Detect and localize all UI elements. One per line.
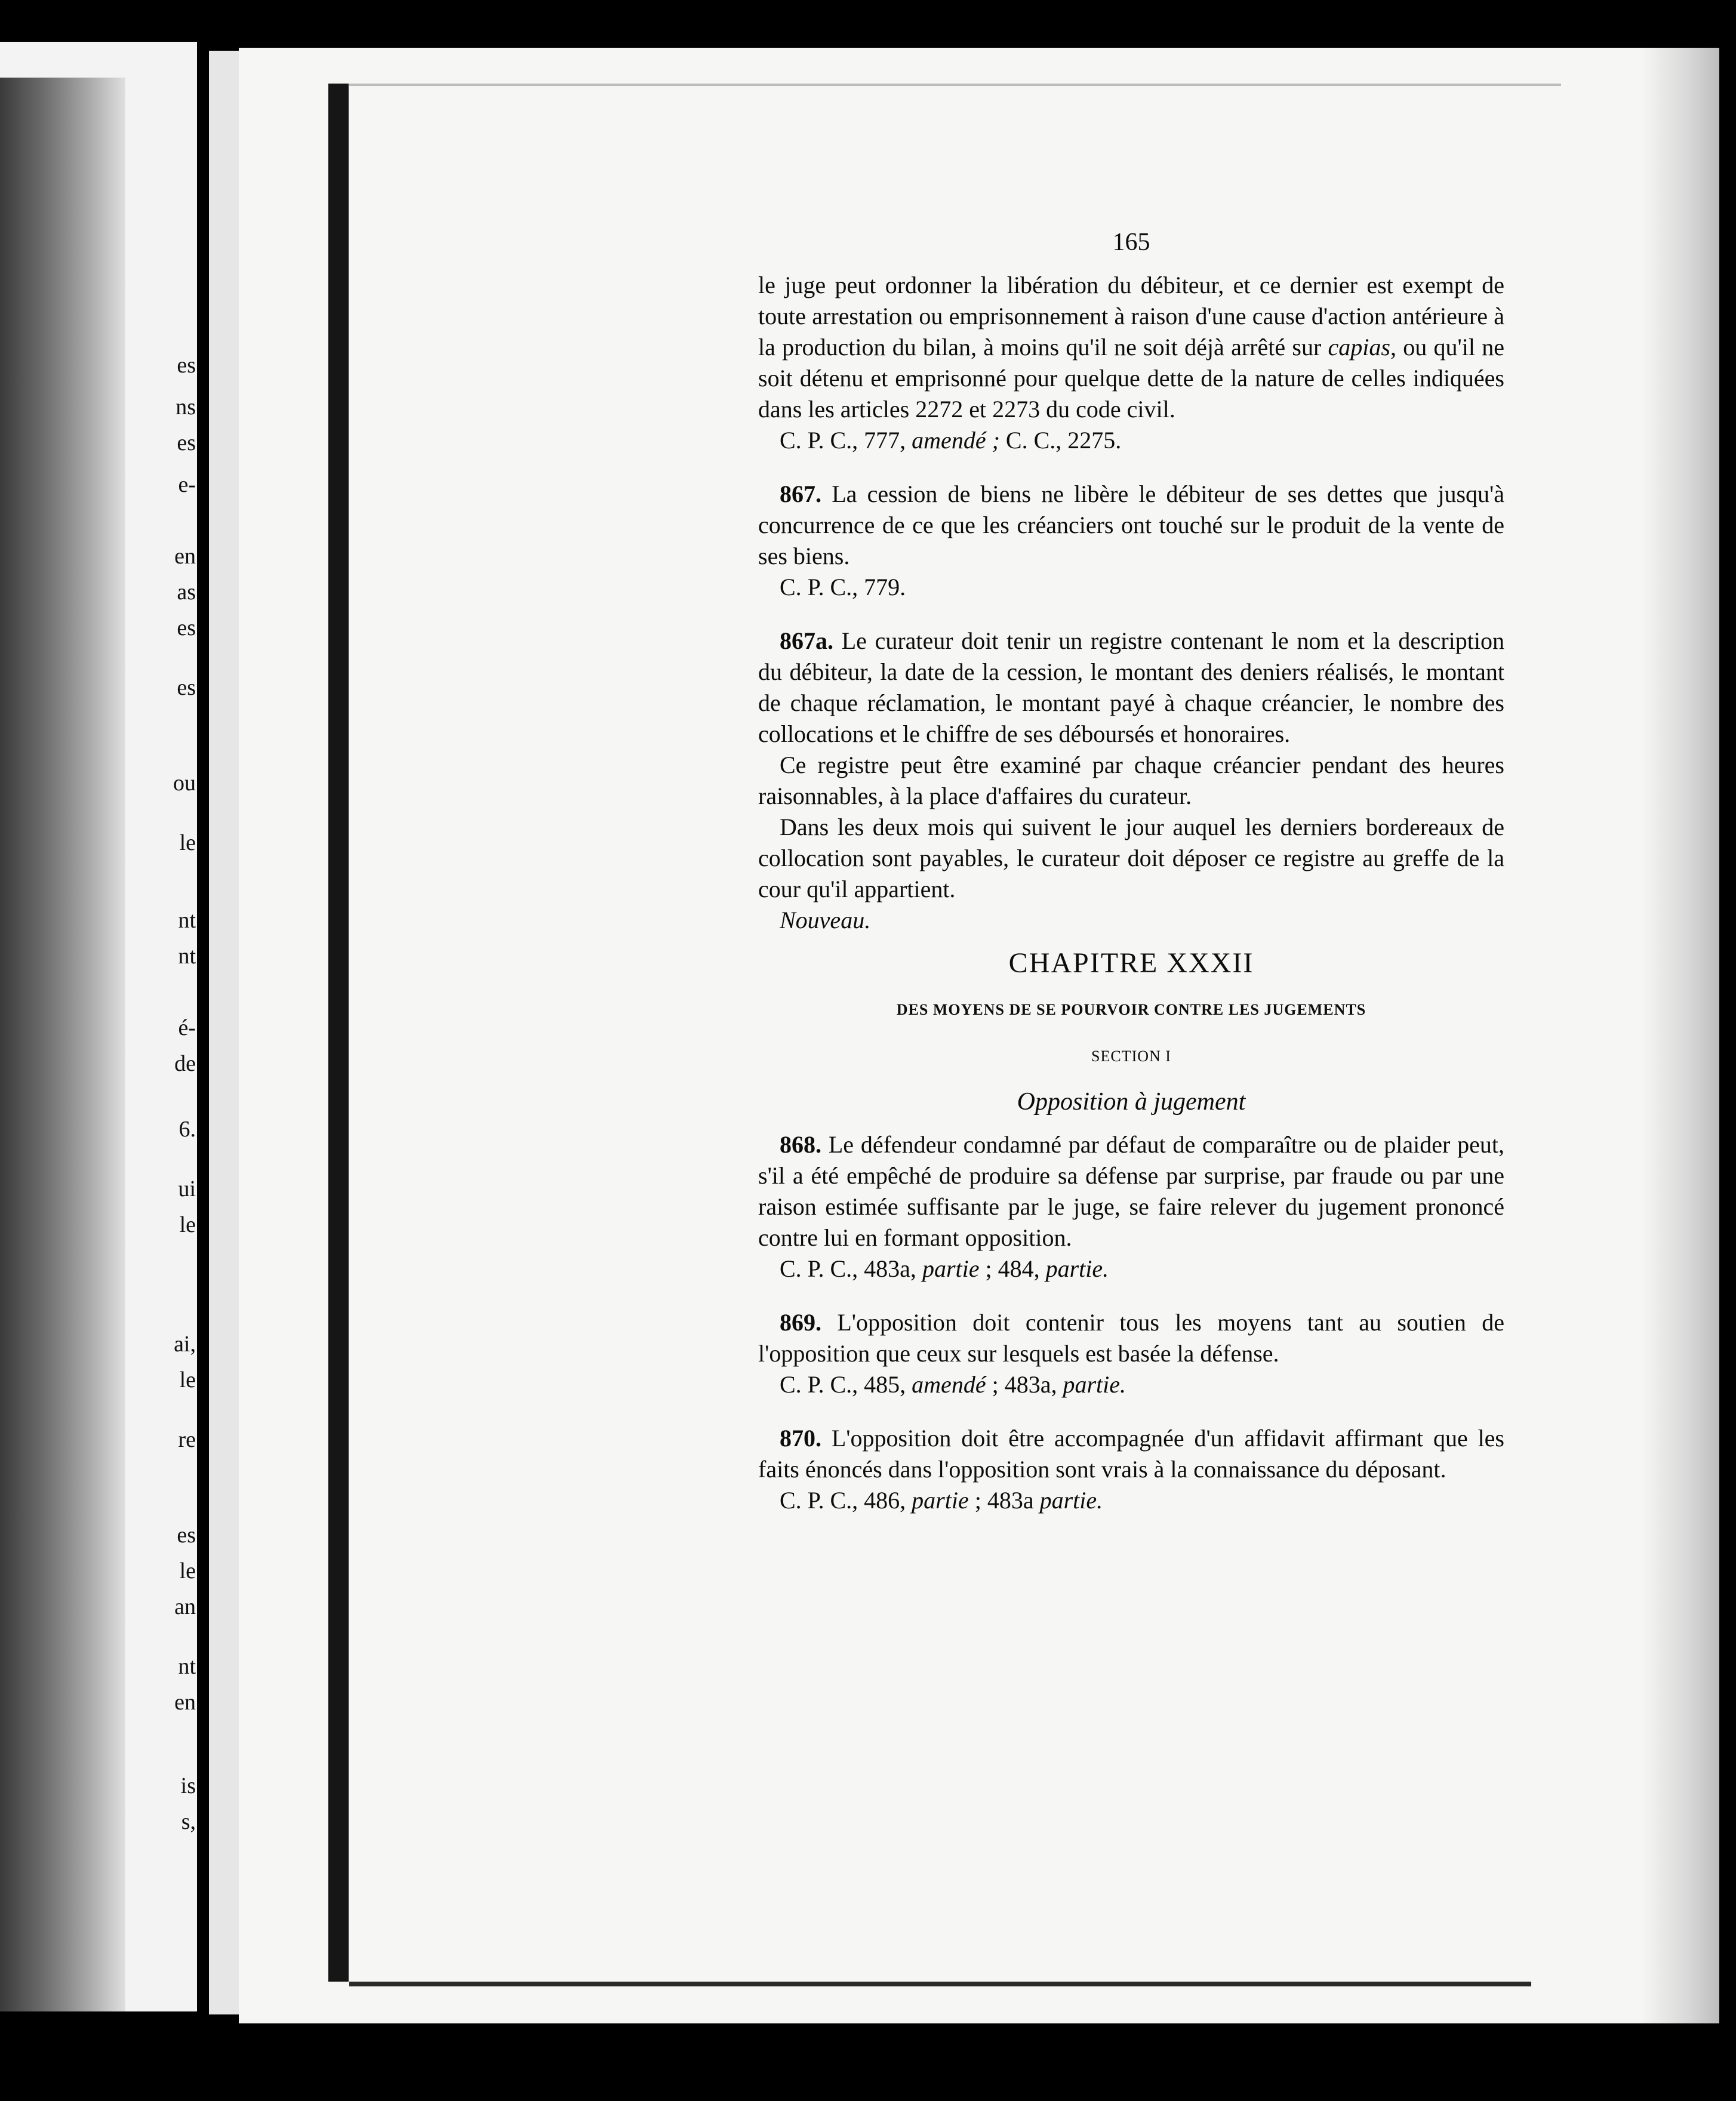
article-869 bbox=[758, 1307, 1504, 1369]
left-page-word-fragment: de bbox=[174, 1051, 196, 1076]
binding-spine bbox=[328, 84, 349, 1982]
text-run-italic: partie. bbox=[1063, 1371, 1126, 1398]
page-gutter bbox=[209, 51, 239, 2014]
left-page-word-fragment: le bbox=[179, 1367, 196, 1393]
text-run: ; 483a, bbox=[986, 1371, 1063, 1398]
left-page-word-fragment: en bbox=[174, 1690, 196, 1715]
left-page-word-fragment: es bbox=[177, 1523, 196, 1548]
text-run-italic: capias bbox=[1328, 334, 1390, 361]
article-867 bbox=[758, 479, 1504, 572]
article-870 bbox=[758, 1423, 1504, 1485]
article-number: 868. bbox=[780, 1131, 821, 1158]
citation-867a bbox=[758, 905, 1504, 936]
article-text: L'opposition doit être accompagnée d'un affidavit affirmant que les faits énoncés dans l'opposition sont vrais à la connaissance du déposant. bbox=[758, 1425, 1504, 1483]
left-page-word-fragment: en bbox=[174, 544, 196, 569]
page-edge-shadow bbox=[1642, 48, 1719, 2023]
chapter-subtitle: DES MOYENS DE SE POURVOIR CONTRE LES JUGEMENTS bbox=[896, 1001, 1366, 1018]
left-page-word-fragment: an bbox=[174, 1594, 196, 1619]
text-run-italic: partie. bbox=[1039, 1487, 1103, 1514]
text-run: , ou qu'il ne soit détenu et emprisonné pour quelque dette de la nature de celles indiquées dans les articles 2272 et 2273 du code civil. bbox=[758, 334, 1505, 423]
left-page-fragments bbox=[0, 42, 197, 2011]
left-page-word-fragment: s, bbox=[181, 1809, 196, 1834]
left-page-word-fragment: is bbox=[180, 1773, 196, 1798]
page-bottom-edge bbox=[349, 1982, 1531, 1986]
article-867a bbox=[758, 626, 1504, 750]
citation-866 bbox=[758, 425, 1504, 456]
text-run-italic: partie. bbox=[1045, 1255, 1109, 1282]
left-page-word-fragment: es bbox=[177, 353, 196, 378]
article-number: 869. bbox=[780, 1309, 821, 1336]
left-page-word-fragment: nt bbox=[178, 944, 196, 969]
text-run: le juge peut ordonner la libération du débiteur, et ce dernier est exempt de toute arrestation ou emprisonnement à raison d'une cause d'action antérieure à la production du bilan, à moins qu'il ne soit déjà arrêté sur bbox=[758, 272, 1504, 361]
article-867a-paragraph-3: Dans les deux mois qui suivent le jour auquel les derniers bordereaux de collocation sont payables, le curateur doit déposer ce registre au greffe de la cour qu'il appartient. bbox=[758, 814, 1504, 902]
text-run: ; 484, bbox=[979, 1255, 1046, 1282]
text-run: C. P. C., 486, bbox=[780, 1487, 912, 1514]
article-number: 867. bbox=[780, 480, 821, 507]
section-title: Opposition à jugement bbox=[1017, 1088, 1246, 1116]
article-number: 870. bbox=[780, 1425, 821, 1452]
article-text: L'opposition doit contenir tous les moyens tant au soutien de l'opposition que ceux sur lesquels est basée la défense. bbox=[758, 1309, 1504, 1367]
left-page-word-fragment: ou bbox=[173, 771, 196, 796]
text-run: C. P. C., 485, bbox=[780, 1371, 912, 1398]
page-top-edge bbox=[349, 84, 1561, 86]
citation-868 bbox=[758, 1253, 1504, 1284]
article-number: 867a. bbox=[780, 627, 833, 654]
article-text: Le curateur doit tenir un registre contenant le nom et la description du débiteur, la date de la cession, le montant des deniers réalisés, le montant de chaque réclamation, le montant payé à chaque créancier, le nombre des collocations et le chiffre de ses déboursés et honoraires. bbox=[758, 627, 1504, 747]
citation-867: C. P. C., 779. bbox=[780, 574, 906, 600]
text-run: C. P. C., 483a, bbox=[780, 1255, 922, 1282]
left-page-word-fragment: ui bbox=[178, 1176, 196, 1202]
text-run: ; 483a bbox=[968, 1487, 1040, 1514]
left-page-word-fragment: e- bbox=[178, 472, 196, 497]
left-page-word-fragment: as bbox=[177, 580, 196, 605]
citation-870 bbox=[758, 1485, 1504, 1516]
left-page-word-fragment: le bbox=[179, 830, 196, 855]
left-page-word-fragment: ai, bbox=[174, 1332, 196, 1357]
left-page-word-fragment: le bbox=[179, 1558, 196, 1584]
left-page-word-fragment: ns bbox=[176, 395, 196, 420]
left-page-word-fragment: es bbox=[177, 675, 196, 700]
article-866-continuation bbox=[758, 270, 1504, 425]
left-page-word-fragment: nt bbox=[178, 1654, 196, 1679]
left-page-word-fragment: nt bbox=[178, 908, 196, 933]
left-page-word-fragment: es bbox=[177, 430, 196, 455]
main-page bbox=[239, 48, 1719, 2023]
article-867a-paragraph-2: Ce registre peut être examiné par chaque créancier pendant des heures raisonnables, à la place d'affaires du curateur. bbox=[758, 751, 1504, 809]
article-text: Le défendeur condamné par défaut de comparaître ou de plaider peut, s'il a été empêché de produire sa défense par surprise, par fraude ou par une raison estimée suffisante par le juge, se faire relever du jugement prononcé contre lui en formant opposition. bbox=[758, 1131, 1504, 1251]
text-run-italic: partie bbox=[912, 1487, 969, 1514]
left-page-word-fragment: re bbox=[178, 1427, 196, 1452]
left-page-word-fragment: es bbox=[177, 615, 196, 640]
section-label: SECTION I bbox=[1091, 1048, 1171, 1065]
text-column bbox=[758, 227, 1504, 1539]
page-number: 165 bbox=[1112, 229, 1150, 256]
text-run-italic: amendé bbox=[912, 1371, 986, 1398]
left-facing-page bbox=[0, 42, 197, 2011]
left-page-word-fragment: 6. bbox=[178, 1117, 196, 1142]
text-run-italic: Nouveau. bbox=[780, 907, 871, 934]
text-run-italic: amendé ; bbox=[912, 427, 1000, 454]
text-run: C. C., 2275. bbox=[999, 427, 1122, 454]
text-run-italic: partie bbox=[922, 1255, 980, 1282]
left-page-word-fragment: é- bbox=[178, 1015, 196, 1040]
article-868 bbox=[758, 1129, 1504, 1253]
article-text: La cession de biens ne libère le débiteur de ses dettes que jusqu'à concurrence de ce que les créanciers ont touché sur le produit de la vente de ses biens. bbox=[758, 480, 1504, 569]
text-run: C. P. C., 777, bbox=[780, 427, 912, 454]
chapter-title: CHAPITRE XXXII bbox=[1008, 947, 1254, 979]
citation-869 bbox=[758, 1369, 1504, 1400]
left-page-word-fragment: le bbox=[179, 1212, 196, 1237]
